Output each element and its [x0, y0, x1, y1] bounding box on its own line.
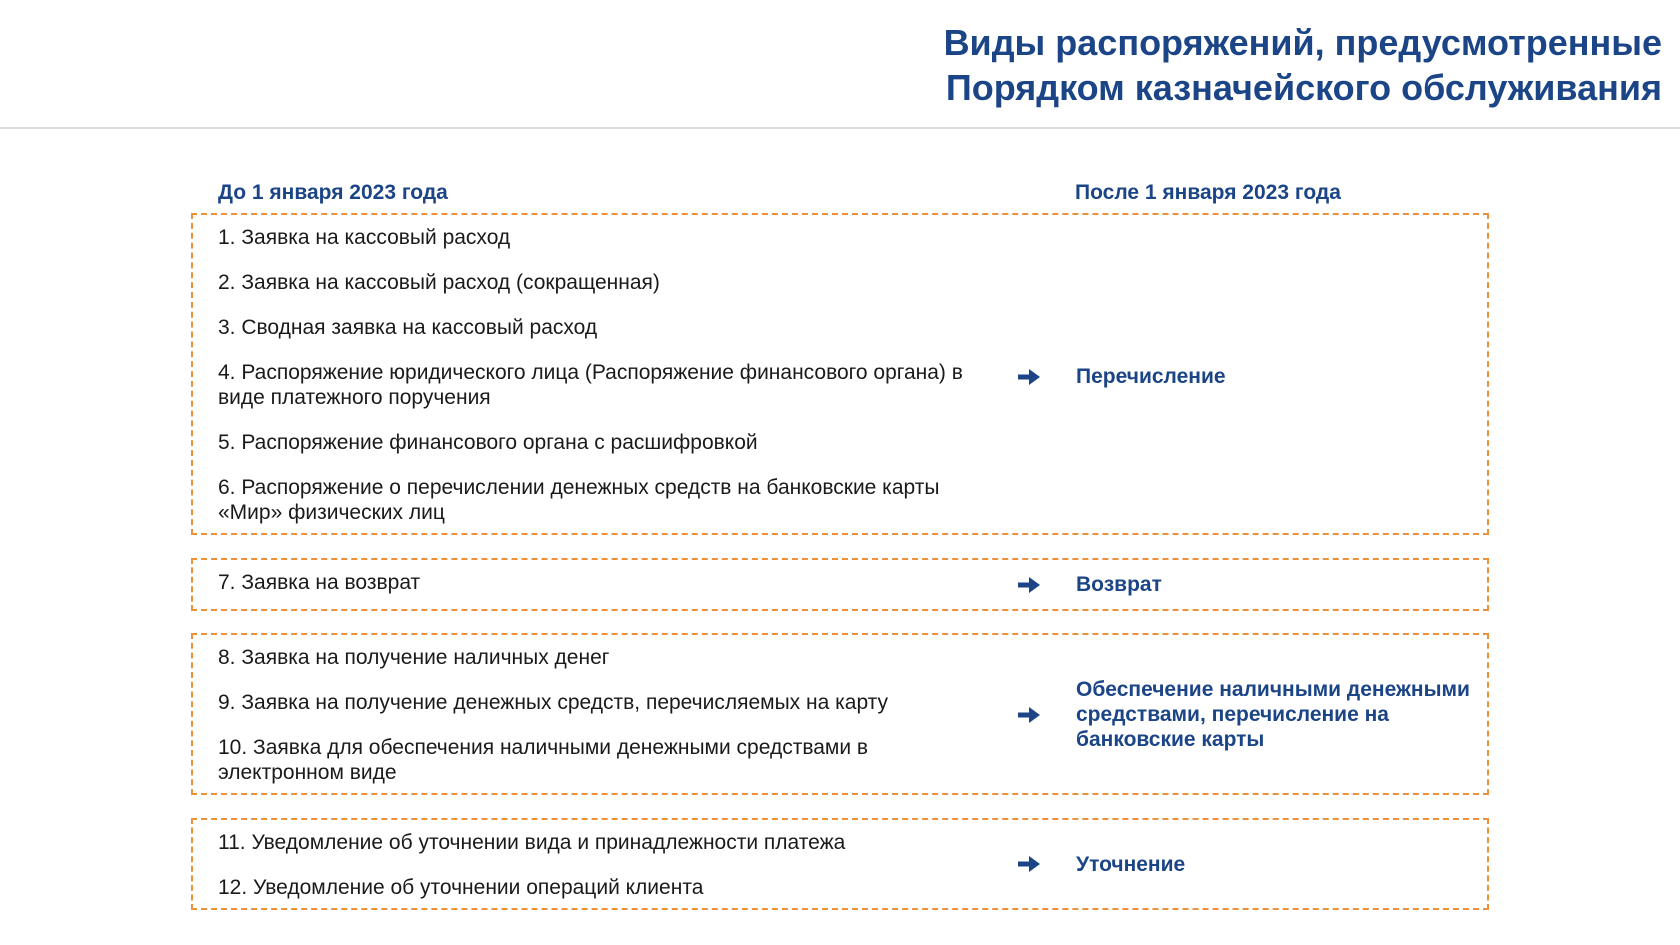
arrow-right-icon — [1016, 853, 1042, 875]
header-divider — [0, 127, 1680, 129]
result-label: Обеспечение наличными денежными средствами, перечисление на банковские карты — [1076, 678, 1470, 751]
list-item: 3. Сводная заявка на кассовый расход — [218, 316, 598, 339]
group-clarification — [191, 818, 1489, 910]
group-cash-provision — [191, 633, 1489, 795]
page-title — [944, 20, 1662, 110]
group-items-list — [218, 225, 978, 525]
list-item: 2. Заявка на кассовый расход (сокращенная) — [218, 271, 660, 294]
group-transfer — [191, 213, 1489, 535]
arrow-right-icon — [1016, 366, 1042, 388]
result-label: Уточнение — [1076, 853, 1186, 876]
list-item: 6. Распоряжение о перечислении денежных средств на банковские карты «Мир» физических лиц — [218, 476, 940, 524]
list-item: 10. Заявка для обеспечения наличными денежными средствами в электронном виде — [218, 736, 869, 784]
page-title-line-2: Порядком казначейского обслуживания — [945, 67, 1662, 108]
arrow-right-icon — [1016, 574, 1042, 596]
group-items-list — [218, 570, 978, 595]
group-items-list — [218, 830, 978, 900]
list-item: 1. Заявка на кассовый расход — [218, 226, 511, 249]
list-item: 5. Распоряжение финансового органа с расшифровкой — [218, 431, 758, 454]
column-header-before: До 1 января 2023 года — [218, 181, 448, 204]
column-header-after: После 1 января 2023 года — [1075, 181, 1341, 204]
page-title-line-1: Виды распоряжений, предусмотренные — [943, 22, 1662, 63]
result-label: Возврат — [1076, 573, 1162, 596]
result-label: Перечисление — [1076, 365, 1226, 388]
list-item: 11. Уведомление об уточнении вида и принадлежности платежа — [218, 831, 846, 854]
list-item: 8. Заявка на получение наличных денег — [218, 646, 610, 669]
list-item: 4. Распоряжение юридического лица (Распоряжение финансового органа) в виде платежного поручения — [218, 361, 963, 409]
list-item: 12. Уведомление об уточнении операций клиента — [218, 876, 704, 899]
list-item: 7. Заявка на возврат — [218, 571, 421, 594]
group-items-list — [218, 645, 978, 785]
arrow-right-icon — [1016, 704, 1042, 726]
list-item: 9. Заявка на получение денежных средств, перечисляемых на карту — [218, 691, 889, 714]
group-refund — [191, 558, 1489, 611]
